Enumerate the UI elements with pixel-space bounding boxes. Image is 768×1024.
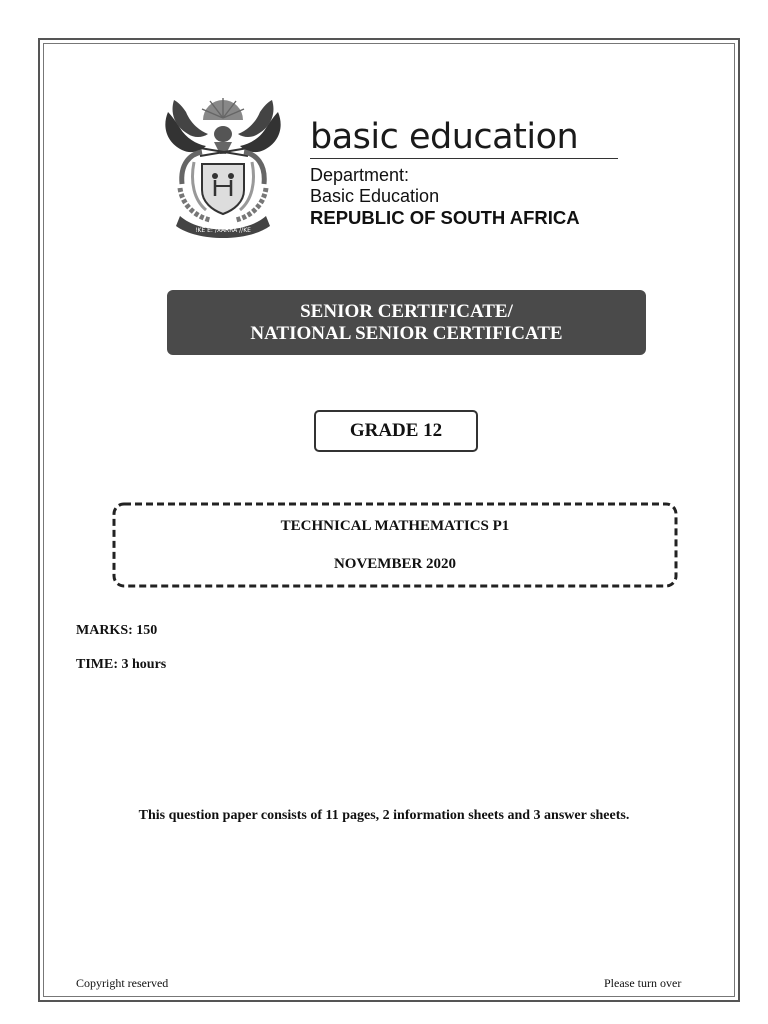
department-label: Department: [310, 165, 410, 185]
paper-composition: This question paper consists of 11 pages, 2 information sheets and 3 answer sheets. [138, 808, 630, 823]
marks-label: MARKS: 150 [76, 623, 158, 638]
republic-label: REPUBLIC OF SOUTH AFRICA [310, 207, 580, 228]
grade-box [314, 410, 478, 452]
department-branding [310, 116, 618, 228]
subject-box [110, 500, 680, 590]
grade-label: GRADE 12 [349, 420, 443, 441]
copyright-footer: Copyright reserved [76, 976, 169, 990]
coat-of-arms-icon [160, 92, 286, 238]
time-label: TIME: 3 hours [76, 657, 167, 672]
crest-motto: !KE E: /XARRA //KE [195, 227, 251, 234]
subject-box-border [110, 500, 680, 590]
subject-title: TECHNICAL MATHEMATICS P1 [280, 518, 510, 534]
basic-education-label: Basic Education [310, 186, 440, 206]
certificate-line-1: SENIOR CERTIFICATE/ [300, 300, 513, 322]
exam-date: NOVEMBER 2020 [333, 556, 457, 572]
brand-divider [310, 158, 618, 159]
certificate-line-2: NATIONAL SENIOR CERTIFICATE [250, 322, 563, 344]
certificate-banner [167, 290, 646, 355]
brand-title: basic education [310, 117, 579, 157]
turn-over-footer: Please turn over [604, 976, 682, 990]
